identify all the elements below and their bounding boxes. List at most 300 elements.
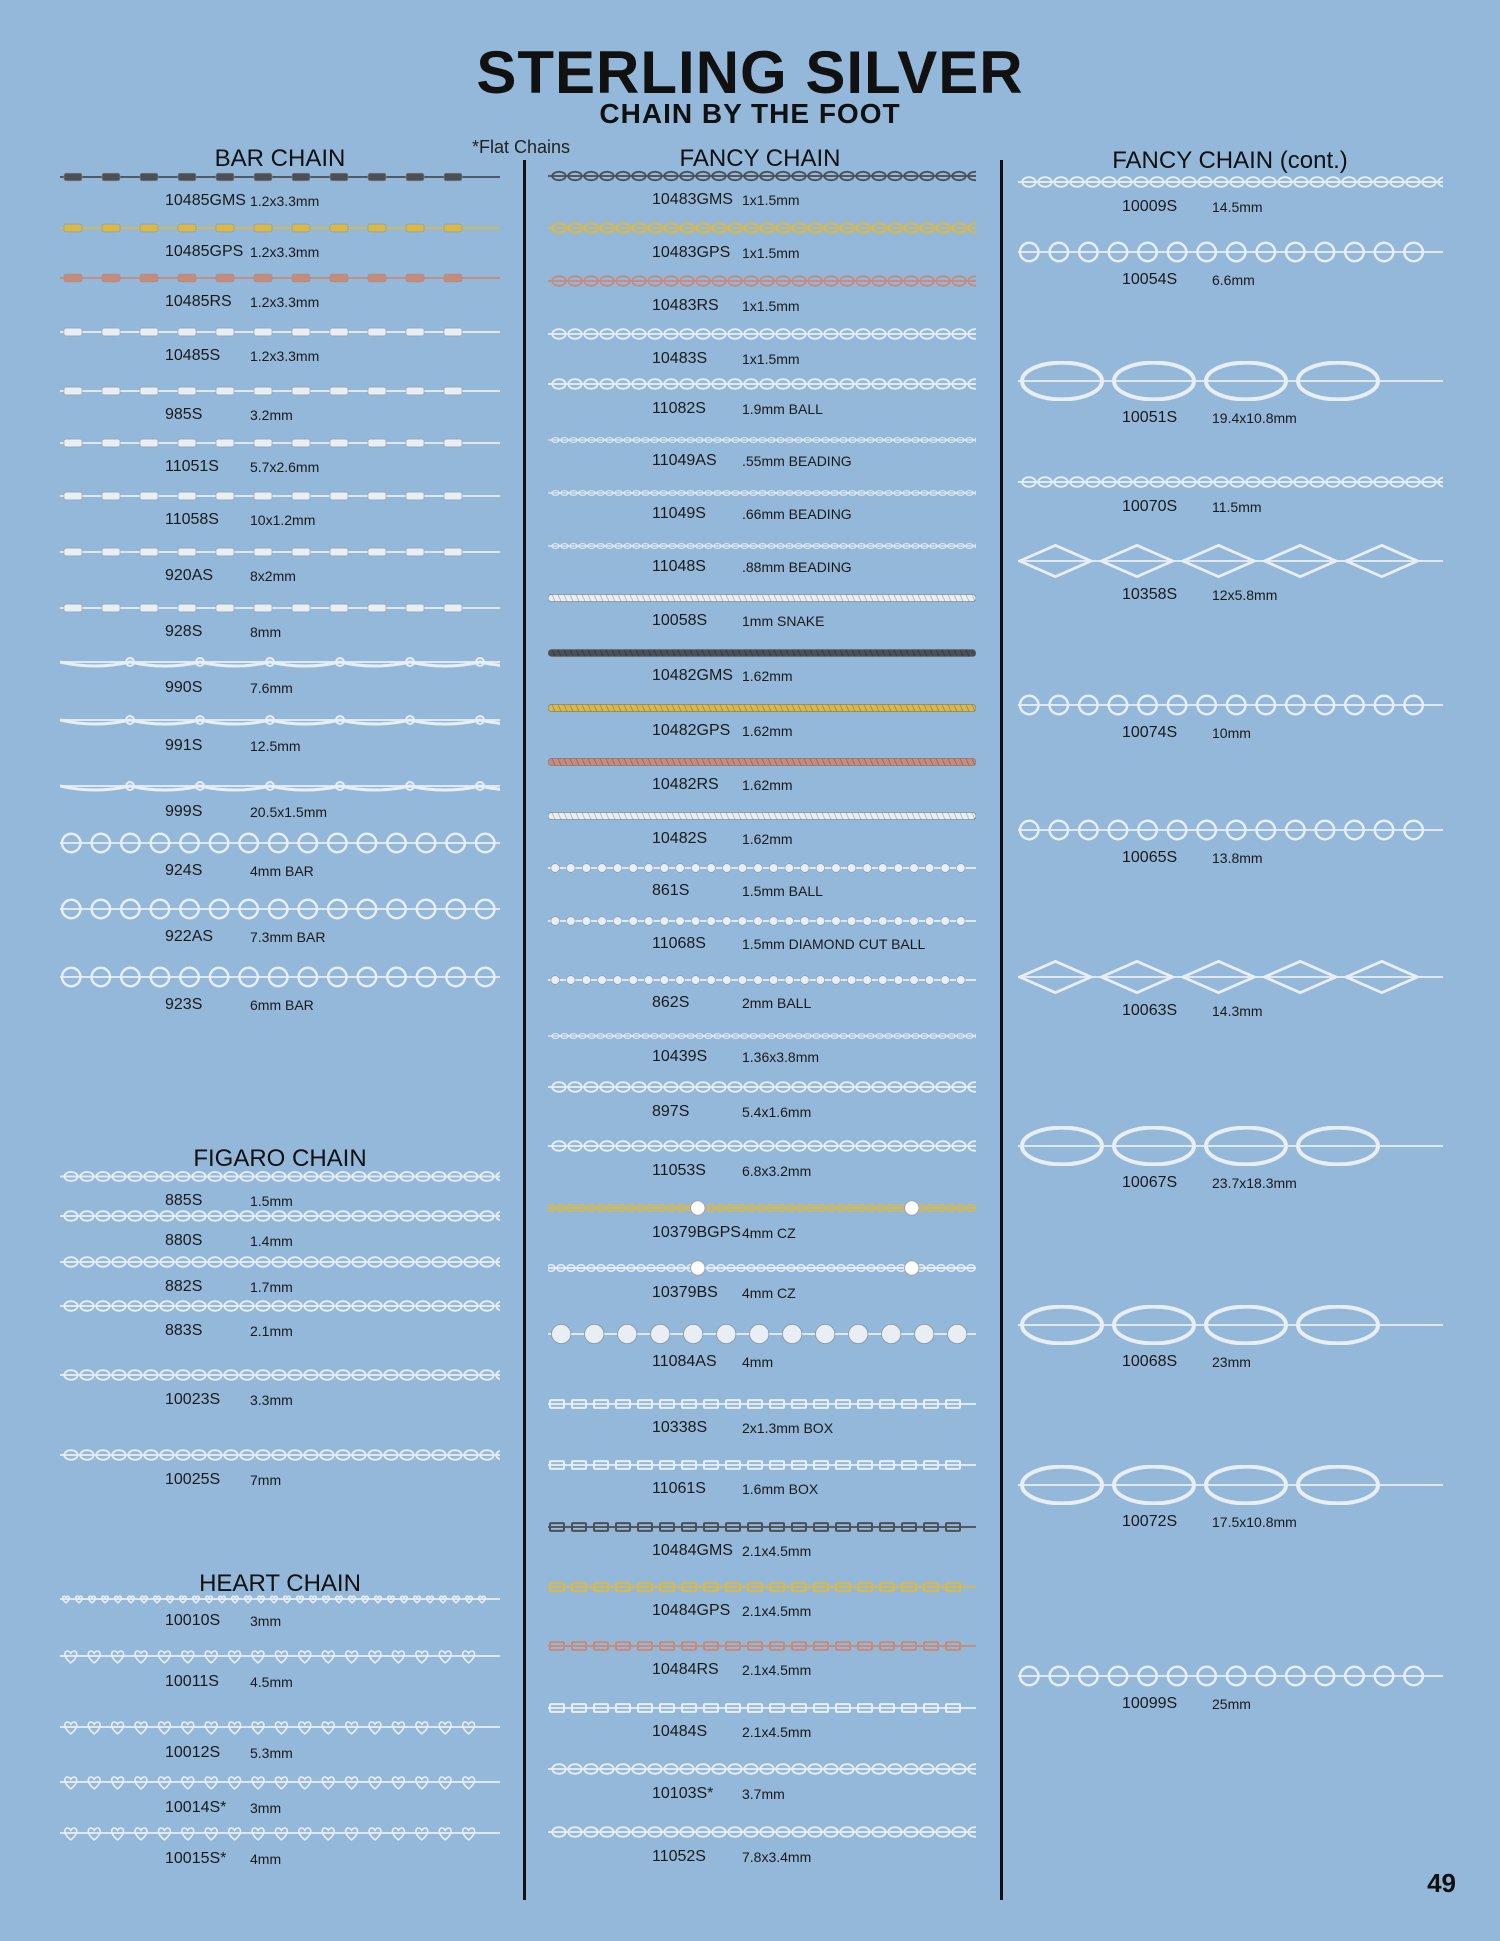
bar-link (64, 492, 82, 500)
chain-graphic (60, 711, 500, 729)
item-size-text: 25mm (1212, 1696, 1251, 1712)
item-size (1212, 1354, 1251, 1371)
item-size-text: 4mm BAR (250, 863, 314, 879)
chain-image (1018, 1126, 1443, 1166)
ball-bead (722, 864, 731, 873)
chain-graphic (1018, 694, 1443, 716)
chain-image (548, 1824, 976, 1840)
item-label (165, 1744, 220, 1762)
item-label (165, 737, 202, 755)
item-size (742, 1481, 818, 1498)
chain-graphic (60, 1718, 500, 1736)
chain-image (548, 273, 976, 289)
chain-graphic (1018, 174, 1443, 190)
chain-graphic (548, 436, 976, 444)
disc-link (849, 1324, 868, 1343)
chain-graphic (60, 1647, 500, 1665)
ball-bead (598, 864, 607, 873)
ball-bead (613, 976, 622, 985)
item-size (250, 1851, 281, 1868)
item-code: 10482RS (652, 776, 719, 793)
bar-link (330, 548, 348, 556)
item-size (250, 997, 314, 1014)
item-size-text: 3.2mm (250, 407, 293, 423)
item-code: 10379BGPS (652, 1224, 741, 1241)
item-size-text: 19.4x10.8mm (1212, 410, 1297, 426)
ball-bead (832, 864, 841, 873)
item-size (1212, 725, 1251, 742)
item-code: 10485RS (165, 293, 232, 310)
ball-bead (629, 864, 638, 873)
bar-link (102, 604, 120, 612)
item-size (250, 193, 319, 210)
item-size (742, 1354, 773, 1371)
cz-stone (691, 1261, 705, 1275)
item-size (250, 738, 301, 755)
chain-image (548, 169, 976, 183)
item-size-text: 1.2x3.3mm (250, 193, 320, 209)
item-size (742, 936, 925, 953)
item-size (742, 613, 824, 630)
chain-image (60, 325, 500, 339)
item-code: 10482GPS (652, 722, 731, 739)
ball-bead (660, 976, 669, 985)
item-code: 897S (652, 1103, 690, 1120)
item-label (652, 297, 719, 315)
item-size (1212, 410, 1297, 427)
chain-graphic (60, 1824, 500, 1842)
bar-link (368, 604, 386, 612)
item-size-text: 4mm CZ (742, 1285, 796, 1301)
ball-bead (910, 864, 919, 873)
bar-link (292, 548, 310, 556)
chain-image (548, 376, 976, 392)
bar-link (64, 439, 82, 447)
item-label (652, 1284, 718, 1302)
item-size (250, 348, 319, 365)
chain-image (548, 1520, 976, 1534)
chain-graphic (548, 862, 976, 874)
item-code: 10068S (1122, 1353, 1178, 1370)
item-size (250, 680, 293, 697)
ball-bead (816, 917, 825, 926)
chain-graphic (548, 326, 976, 342)
bar-link (102, 548, 120, 556)
bar-link (292, 439, 310, 447)
cz-stone (691, 1201, 705, 1215)
item-label (652, 558, 706, 576)
item-label (652, 452, 717, 470)
item-size (1212, 199, 1263, 216)
ball-bead (800, 976, 809, 985)
ball-bead (722, 917, 731, 926)
bar-link (444, 548, 462, 556)
bar-link (406, 173, 424, 181)
item-size-text: 1.5mm BALL (742, 883, 823, 899)
ball-bead (676, 976, 685, 985)
page-subtitle: CHAIN BY THE FOOT (599, 98, 901, 129)
item-code: 10074S (1122, 724, 1178, 741)
chain-image (1018, 361, 1443, 401)
item-label (652, 1480, 706, 1498)
item-code: 10011S (165, 1673, 219, 1690)
item-code: 10483RS (652, 297, 719, 314)
item-code: 10070S (1122, 498, 1178, 515)
item-label (165, 458, 219, 476)
bar-link (368, 274, 386, 282)
ball-bead (707, 864, 716, 873)
item-size (742, 1285, 796, 1302)
chain-graphic (60, 653, 500, 671)
ball-bead (551, 917, 560, 926)
ball-bead (582, 976, 591, 985)
item-code: 10058S (652, 612, 708, 629)
chain-graphic (548, 1323, 976, 1345)
item-size (742, 777, 793, 794)
bar-link (330, 328, 348, 336)
item-code: 10067S (1122, 1174, 1178, 1191)
ball-bead (598, 976, 607, 985)
item-size-text: 12.5mm (250, 738, 301, 754)
ball-bead (644, 976, 653, 985)
chain-image (60, 832, 500, 854)
ball-bead (676, 864, 685, 873)
column-divider-left (523, 160, 526, 1900)
item-size (742, 351, 800, 368)
ball-bead (832, 976, 841, 985)
ball-bead (660, 917, 669, 926)
bar-link (178, 492, 196, 500)
item-size (1212, 1696, 1251, 1713)
item-size-text: 20.5x1.5mm (250, 804, 328, 820)
item-size-text: 23.7x18.3mm (1212, 1175, 1297, 1191)
ball-bead (754, 917, 763, 926)
item-size-text: 3mm (250, 1613, 282, 1629)
chain-image (548, 702, 976, 714)
ball-bead (738, 864, 747, 873)
chain-graphic (548, 1824, 976, 1840)
chain-graphic (548, 1580, 976, 1594)
chain-image (548, 436, 976, 444)
ball-bead (629, 976, 638, 985)
bar-link (444, 173, 462, 181)
chain-graphic (548, 1079, 976, 1095)
chain-graphic (1018, 1126, 1443, 1166)
chain-image (1018, 1665, 1443, 1687)
bar-link (444, 224, 462, 232)
chain-image (548, 1032, 976, 1040)
bar-link (178, 439, 196, 447)
chain-image (60, 653, 500, 671)
chain-graphic (548, 1200, 976, 1216)
item-size-text: 1.9mm BALL (742, 401, 823, 417)
item-size (742, 1786, 785, 1803)
item-code: 861S (652, 882, 690, 899)
item-code: 10025S (165, 1471, 221, 1488)
ball-bead (551, 976, 560, 985)
item-size (742, 298, 800, 315)
item-size (742, 668, 793, 685)
item-code: 10439S (652, 1048, 708, 1065)
chain-image (60, 545, 500, 559)
chain-graphic (548, 1138, 976, 1154)
item-size (742, 1603, 811, 1620)
chain-graphic (60, 898, 500, 920)
chain-image (548, 862, 976, 874)
chain-image (1018, 819, 1443, 841)
ball-bead (676, 917, 685, 926)
chain-graphic (548, 1701, 976, 1715)
item-code: 10072S (1122, 1513, 1178, 1530)
item-size (1212, 1514, 1297, 1531)
chain-image (60, 1298, 500, 1314)
item-size (742, 506, 852, 523)
item-code: 990S (165, 679, 203, 696)
item-code: 10015S* (165, 1850, 227, 1867)
item-label (1122, 849, 1177, 867)
ball-bead (800, 917, 809, 926)
item-size-text: 3.3mm (250, 1392, 293, 1408)
ball-bead (816, 976, 825, 985)
item-size-text: 1mm SNAKE (742, 613, 825, 629)
disc-link (783, 1324, 802, 1343)
chain-graphic (1018, 474, 1443, 490)
ball-bead (785, 917, 794, 926)
chain-image (548, 1079, 976, 1095)
chain-image (60, 1447, 500, 1463)
cz-stone (905, 1201, 919, 1215)
item-size-text: 1.7mm (250, 1279, 293, 1295)
item-code: 11058S (165, 511, 219, 528)
item-size (1212, 499, 1262, 516)
item-label (652, 1353, 717, 1371)
bar-link (64, 604, 82, 612)
item-label (1122, 586, 1177, 604)
chain-graphic (548, 273, 976, 289)
item-code: 10009S (1122, 198, 1178, 215)
ball-bead (956, 976, 965, 985)
item-code: 10099S (1122, 1695, 1178, 1712)
chain-image (60, 436, 500, 450)
chain-graphic (60, 325, 500, 339)
item-size (742, 723, 793, 740)
chain-graphic (1018, 1665, 1443, 1687)
item-size (742, 1543, 811, 1560)
item-label (165, 1322, 202, 1340)
item-size (250, 1745, 293, 1762)
ball-bead (691, 976, 700, 985)
item-code: 999S (165, 803, 203, 820)
bar-link (292, 387, 310, 395)
chain-graphic (1018, 241, 1443, 263)
item-size-text: 1.6mm BOX (742, 1481, 819, 1497)
item-size (250, 568, 296, 585)
chain-image (548, 592, 976, 604)
item-size (1212, 1003, 1263, 1020)
bar-link (102, 224, 120, 232)
disc-link (717, 1324, 736, 1343)
ball-bead (566, 864, 575, 873)
bar-link (292, 274, 310, 282)
ball-bead (878, 917, 887, 926)
disc-link (948, 1324, 967, 1343)
item-size (250, 624, 281, 641)
chain-image (60, 1718, 500, 1736)
ball-bead (722, 976, 731, 985)
bar-link (406, 548, 424, 556)
item-label (652, 722, 730, 740)
item-size-text: 1.62mm (742, 668, 793, 684)
chain-graphic (548, 1520, 976, 1534)
chain-image (1018, 474, 1443, 490)
chain-image (548, 1639, 976, 1653)
chain-image (60, 1169, 500, 1184)
bar-link (330, 224, 348, 232)
chain-graphic (60, 601, 500, 615)
bar-link (406, 439, 424, 447)
ball-bead (566, 917, 575, 926)
item-label (165, 567, 213, 585)
chain-graphic (548, 1458, 976, 1472)
chain-graphic (548, 489, 976, 497)
item-label (652, 1602, 730, 1620)
bar-link (406, 274, 424, 282)
ball-bead (707, 976, 716, 985)
item-size-text: 1x1.5mm (742, 192, 800, 208)
ball-bead (566, 976, 575, 985)
bar-link (406, 604, 424, 612)
chain-image (548, 974, 976, 986)
ball-bead (800, 864, 809, 873)
disc-link (684, 1324, 703, 1343)
item-label (652, 1103, 689, 1121)
chain-graphic (548, 220, 976, 236)
ball-bead (707, 917, 716, 926)
chain-graphic (548, 376, 976, 392)
item-label (652, 350, 707, 368)
item-size-text: 6.8x3.2mm (742, 1163, 812, 1179)
bar-link (368, 548, 386, 556)
chain-graphic (1018, 819, 1443, 841)
item-size (742, 192, 800, 209)
chain-image (60, 271, 500, 285)
bar-link (368, 439, 386, 447)
item-size (742, 1849, 811, 1866)
item-size (742, 1163, 811, 1180)
bar-link (330, 604, 348, 612)
item-size (742, 883, 823, 900)
bar-link (64, 173, 82, 181)
item-size-text: .55mm BEADING (742, 453, 852, 469)
chain-graphic (548, 810, 976, 822)
bar-link (330, 274, 348, 282)
bar-link (216, 439, 234, 447)
chain-image (60, 898, 500, 920)
chain-graphic (548, 1761, 976, 1777)
bar-link (254, 274, 272, 282)
bar-link (178, 224, 196, 232)
item-size-text: 1.62mm (742, 723, 793, 739)
item-size-text: 12x5.8mm (1212, 587, 1278, 603)
ball-bead (613, 864, 622, 873)
item-size (250, 1279, 293, 1296)
item-label (165, 511, 219, 529)
ball-bead (894, 864, 903, 873)
bar-link (368, 492, 386, 500)
item-label (165, 406, 202, 424)
bar-link (292, 604, 310, 612)
bar-link (216, 224, 234, 232)
bar-link (178, 173, 196, 181)
chain-graphic (548, 647, 976, 659)
item-code: 10484S (652, 1723, 708, 1740)
ball-bead (582, 864, 591, 873)
ball-bead (941, 976, 950, 985)
chain-graphic (1018, 544, 1443, 578)
ball-bead (613, 917, 622, 926)
item-code: 10063S (1122, 1002, 1178, 1019)
item-code: 11084AS (652, 1353, 717, 1370)
chain-graphic (1018, 361, 1443, 401)
item-size (250, 1472, 281, 1489)
bar-link (140, 492, 158, 500)
item-size (250, 1800, 281, 1817)
item-label (652, 776, 719, 794)
item-size-text: .88mm BEADING (742, 559, 852, 575)
ball-bead (754, 976, 763, 985)
item-code: 10482S (652, 830, 708, 847)
item-label (165, 1850, 226, 1868)
chain-image (548, 647, 976, 659)
section-heading: FIGARO CHAIN (193, 1145, 367, 1172)
chain-graphic (548, 702, 976, 714)
item-code: 923S (165, 996, 203, 1013)
bar-link (254, 548, 272, 556)
bar-link (330, 173, 348, 181)
bar-link (140, 274, 158, 282)
ball-bead (691, 917, 700, 926)
bar-link (102, 173, 120, 181)
item-size (742, 1104, 811, 1121)
bar-link (102, 439, 120, 447)
item-label (165, 928, 213, 946)
item-label (652, 882, 689, 900)
chain-image (60, 711, 500, 729)
item-label (165, 1612, 220, 1630)
item-code: 880S (165, 1232, 203, 1249)
bar-link (178, 604, 196, 612)
item-label (165, 679, 202, 697)
bar-link (216, 548, 234, 556)
chain-image (548, 1458, 976, 1472)
item-size-text: 2.1mm (250, 1323, 293, 1339)
chain-graphic (548, 542, 976, 550)
page-number: 49 (1427, 1868, 1456, 1898)
bar-link (254, 387, 272, 395)
item-size-text: 5.4x1.6mm (742, 1104, 812, 1120)
item-size (250, 1392, 293, 1409)
item-size-text: 11.5mm (1212, 499, 1262, 515)
item-size (250, 863, 314, 880)
ball-bead (816, 864, 825, 873)
item-size (250, 512, 315, 529)
item-code: 883S (165, 1322, 203, 1339)
item-size (742, 1724, 811, 1741)
ball-bead (925, 976, 934, 985)
item-size-text: 2.1x4.5mm (742, 1603, 812, 1619)
item-size-text: 14.5mm (1212, 199, 1263, 215)
item-size (742, 1420, 833, 1437)
